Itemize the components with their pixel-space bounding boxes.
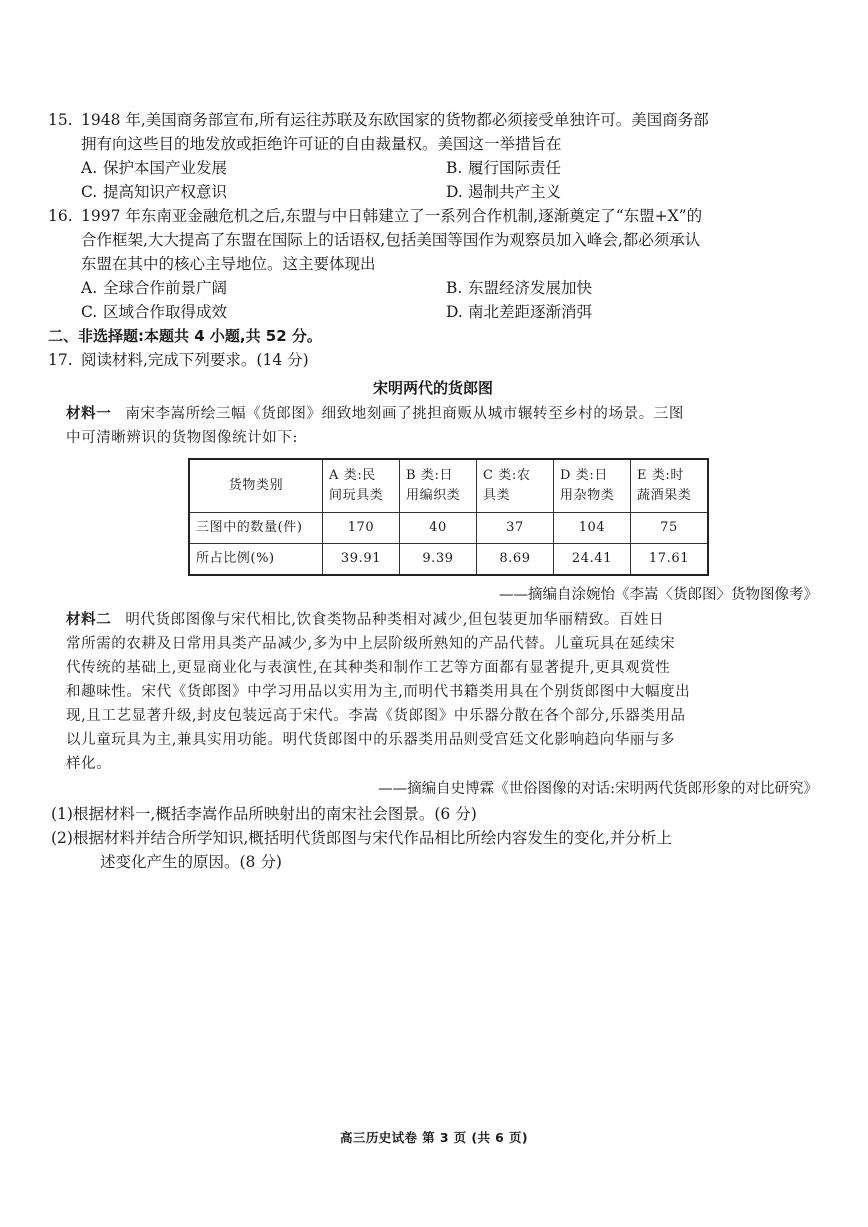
material-title: 宋明两代的货郎图: [372, 379, 493, 397]
material-line: 和趣味性。宋代《货郎图》中学习用品以实用为主,而明代书籍类用具在个别货郎图中大幅度出: [66, 684, 691, 700]
question-prompt: 阅读材料,完成下列要求。(14 分): [81, 351, 309, 369]
table-header-cell: C 类:农 具类: [477, 459, 554, 513]
table-header-cell: A 类:民 间玩具类: [323, 459, 400, 513]
question-stem-line: 东盟在其中的核心主导地位。这主要体现出: [81, 255, 376, 273]
table-row: [189, 544, 708, 576]
option-c: C. 提高知识产权意识: [81, 183, 228, 201]
material-line: 样化。: [66, 756, 112, 772]
option-a: A. 保护本国产业发展: [81, 159, 228, 177]
table-row: [189, 513, 708, 544]
table-cell: 9.39: [400, 544, 477, 576]
table-header-cell: B 类:日 用编织类: [400, 459, 477, 513]
table-cell: 75: [631, 513, 709, 544]
table-cell: 37: [477, 513, 554, 544]
material-line: 南宋李嵩所绘三幅《货郎图》细致地刻画了挑担商贩从城市辗转至乡村的场景。三图: [125, 406, 685, 422]
table-cell: 39.91: [323, 544, 400, 576]
table-header-cell: D 类:日 用杂物类: [554, 459, 631, 513]
page-content: [48, 108, 818, 874]
option-d: D. 南北差距逐渐消弭: [446, 303, 593, 321]
section-heading: 二、非选择题:本题共 4 小题,共 52 分。: [48, 327, 322, 345]
option-a: A. 全球合作前景广阔: [81, 279, 228, 297]
page-footer: 高三历史试卷 第 3 页 (共 6 页): [340, 1130, 528, 1145]
table-cell: 170: [323, 513, 400, 544]
material-line: 明代货郎图像与宋代相比,饮食类物品种类相对减少,但包装更加华丽精致。百姓日: [125, 612, 665, 628]
question-16: [48, 204, 818, 324]
table-cell: 8.69: [477, 544, 554, 576]
question-stem-line: 1997 年东南亚金融危机之后,东盟与中日韩建立了一系列合作机制,逐渐奠定了“东盟+X”的: [81, 207, 703, 225]
table-header-cell: E 类:时 蔬酒果类: [631, 459, 709, 513]
option-b: B. 履行国际责任: [446, 159, 562, 177]
question-stem-line: 拥有向这些目的地发放或拒绝许可证的自由裁量权。美国这一举措旨在: [81, 135, 562, 153]
question-17: [48, 348, 818, 874]
material-line: 现,且工艺显著升级,封皮包装远高于宋代。李嵩《货郎图》中乐器分散在各个部分,乐器类用品: [66, 708, 686, 724]
sub-question-1: (1)根据材料一,概括李嵩作品所映射出的南宋社会图景。(6 分): [51, 805, 477, 823]
material-line: 以儿童玩具为主,兼具实用功能。明代货郎图中的乐器类用品则受宫廷文化影响趋向华丽与多: [66, 732, 676, 748]
material-1: [48, 402, 818, 450]
question-15: [48, 108, 818, 204]
material-label: 材料一: [66, 406, 112, 422]
source-citation: ——摘编自史博霖《世俗图像的对话:宋明两代货郎形象的对比研究》: [378, 781, 818, 797]
table-header-row: [189, 459, 708, 513]
table-row-label: 所占比例(%): [189, 544, 323, 576]
material-line: 中可清晰辨识的货物图像统计如下:: [66, 430, 298, 446]
table-header-label: 货物类别: [189, 459, 323, 513]
sub-question-2: (2)根据材料并结合所学知识,概括明代货郎图与宋代作品相比所绘内容发生的变化,并分析上: [51, 829, 672, 847]
material-line: 代传统的基础上,更显商业化与表演性,在其种类和制作工艺等方面都有显著提升,更具观赏性: [66, 660, 671, 676]
table-cell: 40: [400, 513, 477, 544]
goods-table: [188, 458, 709, 576]
sub-question-2-continued: 述变化产生的原因。(8 分): [100, 853, 282, 871]
option-b: B. 东盟经济发展加快: [446, 279, 593, 297]
material-2: [48, 608, 818, 776]
question-stem-line: 合作框架,大大提高了东盟在国际上的话语权,包括美国等国作为观察员加入峰会,都必须承认: [81, 231, 701, 249]
table-row-label: 三图中的数量(件): [189, 513, 323, 544]
options: [48, 276, 818, 324]
material-line: 常所需的农耕及日常用具类产品减少,多为中上层阶级所熟知的产品代替。儿童玩具在延续宋: [66, 636, 676, 652]
table-cell: 104: [554, 513, 631, 544]
question-stem-line: 1948 年,美国商务部宣布,所有运往苏联及东欧国家的货物都必须接受单独许可。美国商务部: [81, 111, 709, 129]
question-number: 16.: [48, 207, 73, 225]
question-number: 17.: [48, 351, 73, 369]
table-cell: 24.41: [554, 544, 631, 576]
table-cell: 17.61: [631, 544, 709, 576]
options: [48, 156, 818, 204]
material-label: 材料二: [66, 612, 112, 628]
question-number: 15.: [48, 111, 73, 129]
option-c: C. 区域合作取得成效: [81, 303, 228, 321]
source-citation: ——摘编自涂婉怡《李嵩〈货郎图〉货物图像考》: [499, 587, 818, 603]
option-d: D. 遏制共产主义: [446, 183, 562, 201]
